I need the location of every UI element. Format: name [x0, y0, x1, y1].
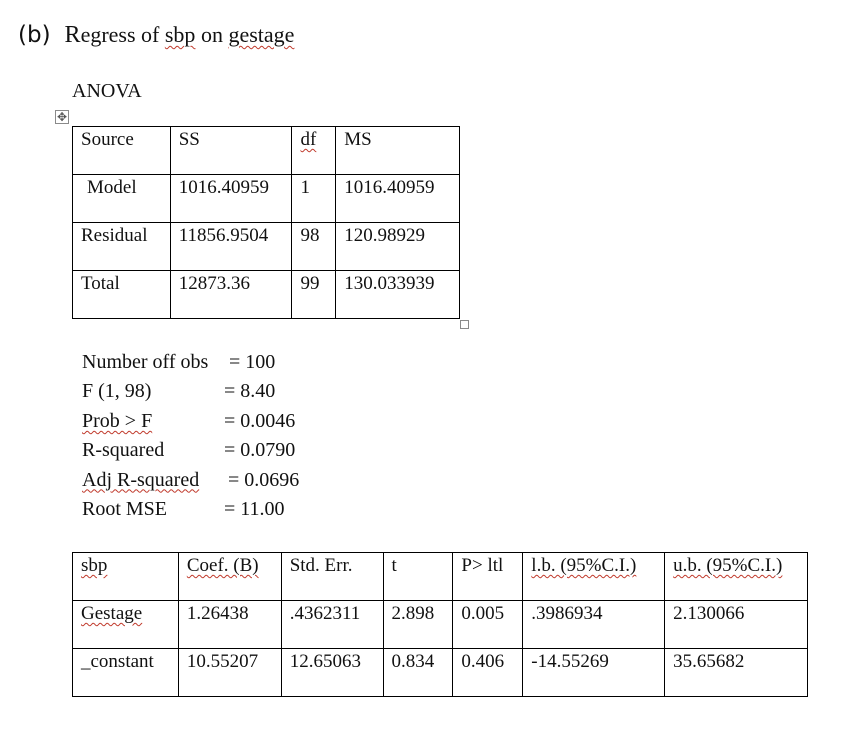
- table-cell: 1: [292, 175, 336, 223]
- table-cell: 2.130066: [665, 601, 808, 649]
- row-label-gestage: Gestage: [81, 603, 143, 624]
- table-move-handle-icon[interactable]: ✥: [56, 110, 68, 124]
- header-lb: l.b. (95%C.I.): [531, 555, 637, 576]
- table-cell: 1016.40959: [170, 175, 292, 223]
- stat-key: Number off obs: [82, 351, 209, 373]
- header-cell: t: [383, 553, 453, 601]
- stat-key-text: Prob > F: [82, 409, 153, 432]
- table-cell: 98: [292, 223, 336, 271]
- table-cell: 12.65063: [281, 649, 383, 697]
- header-cell: [178, 553, 281, 601]
- table-cell: Model: [73, 175, 171, 223]
- table-cell: .4362311: [281, 601, 383, 649]
- header-cell: Source: [73, 127, 171, 175]
- section-heading: [18, 18, 294, 52]
- stat-value: = 0.0790: [224, 439, 296, 462]
- table-cell: 0.406: [453, 649, 523, 697]
- coefficient-table: [72, 552, 808, 697]
- stat-key: [82, 407, 152, 436]
- heading-text-pre: egress of: [80, 22, 165, 47]
- table-cell: _constant: [73, 649, 179, 697]
- header-coef: Coef. (B): [186, 555, 259, 576]
- table-cell: Residual: [73, 223, 171, 271]
- anova-title: ANOVA: [72, 80, 142, 102]
- table-cell: 0.834: [383, 649, 453, 697]
- stat-value: = 0.0696: [228, 468, 300, 491]
- table-row: [73, 649, 808, 697]
- table-row: [73, 175, 460, 223]
- stat-key: R-squared: [82, 439, 165, 462]
- stat-key-text: Adj R-squared: [82, 468, 200, 491]
- header-ub: u.b. (95%C.I.): [673, 555, 783, 576]
- table-cell: [73, 601, 179, 649]
- header-sbp: sbp: [81, 555, 108, 576]
- header-cell: [73, 553, 179, 601]
- table-resize-handle[interactable]: [460, 320, 469, 329]
- table-cell: .3986934: [523, 601, 665, 649]
- table-row: [73, 601, 808, 649]
- table-row: [73, 271, 460, 319]
- stat-value: = 0.0046: [224, 409, 296, 432]
- heading-first-letter: R: [64, 22, 81, 48]
- table-cell: 2.898: [383, 601, 453, 649]
- table-row: [73, 223, 460, 271]
- table-row: [73, 553, 808, 601]
- header-cell: MS: [336, 127, 460, 175]
- table-row: [73, 127, 460, 175]
- section-label: (b): [18, 22, 51, 48]
- stat-key: [82, 466, 199, 495]
- heading-text-mid: on: [195, 22, 229, 47]
- table-cell: 11856.9504: [170, 223, 292, 271]
- table-cell: 12873.36: [170, 271, 292, 319]
- header-df: df: [300, 129, 317, 150]
- table-cell: 130.033939: [336, 271, 460, 319]
- table-cell: 99: [292, 271, 336, 319]
- heading-var-sbp: sbp: [164, 22, 196, 47]
- table-cell: 1.26438: [178, 601, 281, 649]
- table-cell: 35.65682: [665, 649, 808, 697]
- heading-var-gestage: gestage: [228, 22, 295, 47]
- header-cell: [665, 553, 808, 601]
- table-cell: 0.005: [453, 601, 523, 649]
- table-cell: -14.55269: [523, 649, 665, 697]
- table-cell: 1016.40959: [336, 175, 460, 223]
- header-cell: P> ltl: [453, 553, 523, 601]
- stat-key: Root MSE: [82, 497, 168, 520]
- table-cell: Total: [73, 271, 171, 319]
- header-cell: [292, 127, 336, 175]
- table-cell: 10.55207: [178, 649, 281, 697]
- stat-value: = 8.40: [224, 380, 276, 403]
- header-cell: Std. Err.: [281, 553, 383, 601]
- table-cell: 120.98929: [336, 223, 460, 271]
- anova-table: [72, 126, 460, 319]
- stat-value: = 100: [229, 351, 276, 373]
- stat-key: F (1, 98): [82, 380, 152, 403]
- header-cell: SS: [170, 127, 292, 175]
- stat-value: = 11.00: [224, 497, 285, 520]
- header-cell: [523, 553, 665, 601]
